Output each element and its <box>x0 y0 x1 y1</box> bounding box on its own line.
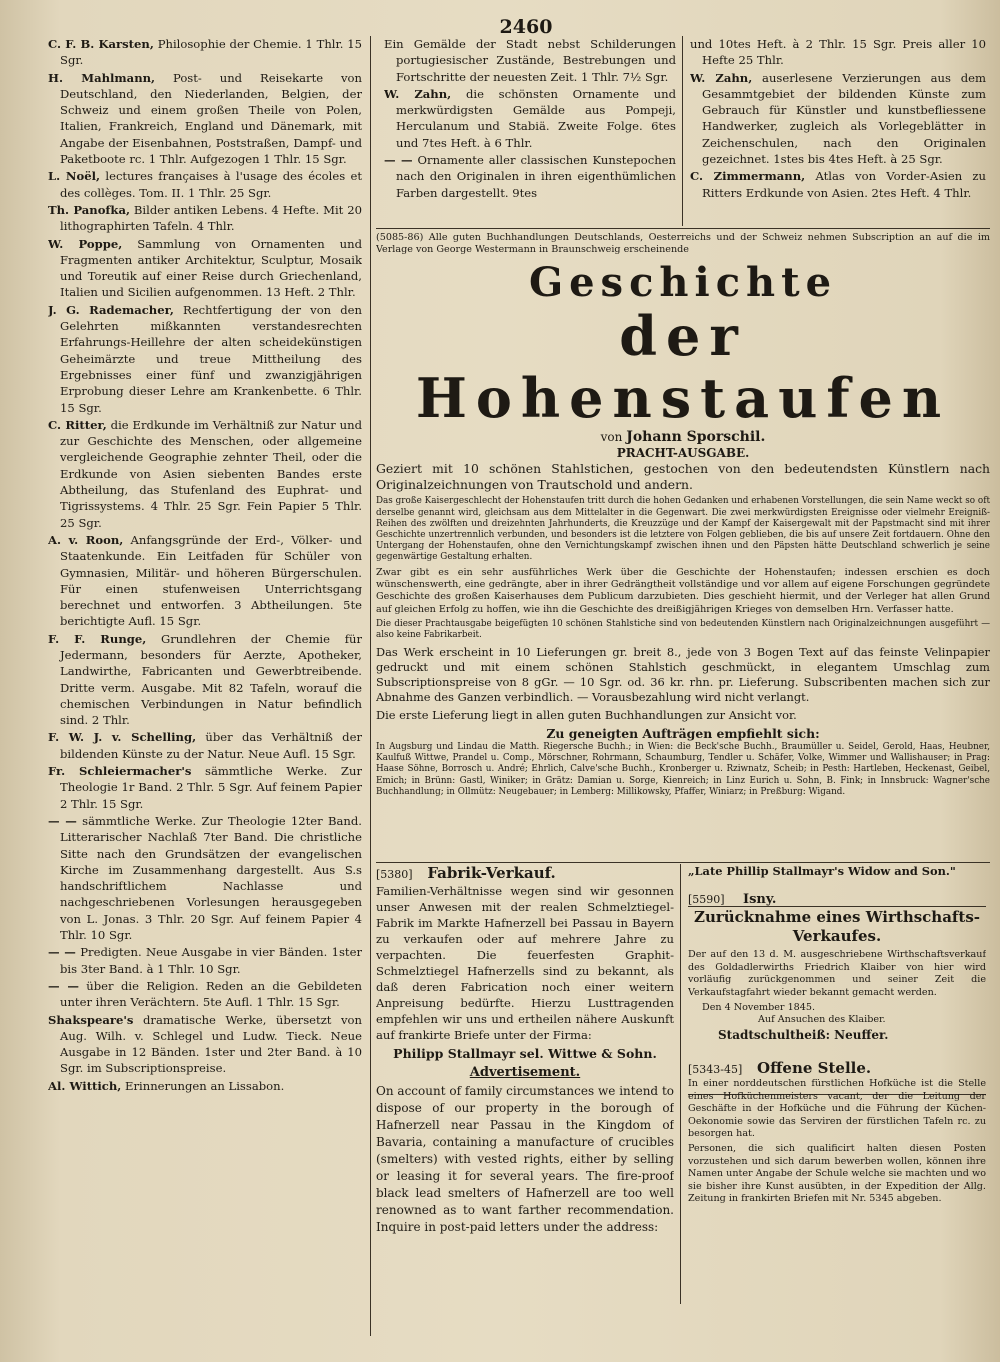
left-list-entry <box>48 978 362 1011</box>
announcement-intro: Alle guten Buchhandlungen Deutschlands, Oesterreichs und der Schweiz nehmen Subscription an auf die im Verlage von George Westermann in Braunschweig erscheinende <box>376 232 990 256</box>
left-list-entry <box>48 763 362 812</box>
stelle-ref: [5343-45] <box>688 1063 743 1077</box>
left-list-entry-author: Al. Wittich, <box>48 1078 122 1093</box>
left-list-entry <box>48 202 362 235</box>
left-list-entry-author: C. F. B. Karsten, <box>48 37 154 51</box>
advertisement-title: Advertisement. <box>469 1064 581 1080</box>
fabrik-firm: Philipp Stallmayr sel. Wittwe & Sohn. <box>393 1046 657 1062</box>
stelle-text-2: Personen, die sich qualificirt halten diesen Posten vorzustehen und sich darum bewerben wollen, können ihre Namen unter Angabe der Schule welche sie machten und wo sie bisher ihre Kunst ausübten, in der Expedition der Allg. Zeitung in frankirten Briefen mit Nr. 5345 abgeben. <box>688 1143 986 1204</box>
right-list-entry <box>690 36 986 69</box>
mid-list-entry-text: Ein Gemälde der Stadt nebst Schilderungen portugiesischer Zustände, Bestrebungen und Fortschritte der neuesten Zeit. 1 Thlr. 7½ Sgr. <box>384 37 676 84</box>
left-list-entry <box>48 813 362 943</box>
announcement-paragraph-5: Die erste Lieferung liegt in allen guten Buchhandlungen zur Ansicht vor. <box>376 707 797 722</box>
column-rule-top-mid <box>682 36 683 226</box>
left-list-entry-author: C. Ritter, <box>48 417 107 432</box>
hohenstaufen-announcement <box>376 232 990 860</box>
announcement-title-line1: Geschichte <box>528 258 838 306</box>
mid-list-entry-text: Ornamente aller classischen Kunstepochen nach den Originalen in ihren eigenthümlichen Farben dargestellt. 9tes <box>396 153 676 200</box>
left-list-entry-text: Sammlung von Ornamenten und Fragmenten antiker Architektur, Sculptur, Mosaik und Toreutik auf einer Reise durch Griechenland, Italien und Sicilien aufgenommen. 13 Heft. 2 Thlr. <box>60 236 362 300</box>
left-list-entry-text: über die Religion. Reden an die Gebildeten unter ihren Verächtern. 5te Aufl. 1 Thlr. 15 Sgr. <box>60 978 362 1010</box>
stelle-title: Offene Stelle. <box>757 1059 872 1078</box>
isny-date: Den 4 November 1845. <box>702 1001 816 1013</box>
left-list-entry-text: Predigten. Neue Ausgabe in vier Bänden. 1ster bis 3ter Band. à 1 Thlr. 10 Sgr. <box>60 945 362 976</box>
isny-request: Auf Ansuchen des Klaiber. <box>758 1014 886 1026</box>
right-top-list <box>690 36 986 226</box>
page-number: 2460 <box>499 16 553 38</box>
left-list-entry-author: F. W. J. v. Schelling, <box>48 730 197 745</box>
right-list-entry-author: C. Zimmermann, <box>690 169 806 184</box>
left-list-entry-text: Philosophie der Chemie. 1 Thlr. 15 Sgr. <box>60 37 362 68</box>
left-list-entry-author: Th. Panofka, <box>48 202 130 217</box>
left-list-entry-author: F. F. Runge, <box>48 631 147 646</box>
rule-below-announcement <box>376 862 990 863</box>
mid-list-entry <box>384 36 676 85</box>
left-list-entry <box>48 168 362 201</box>
column-rule-bottom-mid <box>680 864 681 1304</box>
rule-above-announcement <box>376 228 990 229</box>
isny-title: Zurücknahme eines Wirthschafts-Verkaufes. <box>694 908 980 946</box>
right-bottom-ads <box>688 864 986 1304</box>
left-list-entry <box>48 302 362 416</box>
left-list-entry-text: sämmtliche Werke. Zur Theologie 1r Band. 2 Thlr. 5 Sgr. Auf feinem Papier 2 Thlr. 15 Sgr. <box>60 764 362 811</box>
left-list-entry <box>48 1012 362 1077</box>
left-list-entry <box>48 944 362 977</box>
left-list-entry-author: — — <box>48 945 76 960</box>
left-list-entry-text: über das Verhältniß der bildenden Künste zu der Natur. Neue Aufl. 15 Sgr. <box>60 730 362 761</box>
fabrik-verkauf-ad <box>376 864 674 1304</box>
left-list-entry-author: Fr. Schleiermacher's <box>48 764 192 779</box>
left-list-entry <box>48 631 362 729</box>
right-list-entry-author: W. Zahn, <box>690 70 753 85</box>
left-list-entry-text: lectures françaises à l'usage des écoles et des collèges. Tom. II. 1 Thlr. 25 Sgr. <box>60 169 362 200</box>
left-list-entry <box>48 729 362 762</box>
left-list-entry-author: L. Noël, <box>48 169 101 184</box>
left-list-entry-author: J. G. Rademacher, <box>48 302 174 317</box>
mid-list-entry-author: — — <box>384 153 413 168</box>
left-list-entry <box>48 532 362 630</box>
right-list-entry-text: auserlesene Verzierungen aus dem Gesammtgebiet der bildenden Künste zum Gebrauch für Künstler und kunstbefliessene Handwerker, zugleich als Vorlegeblätter in Zeichenschulen, nach den Originalen gezeichnet. 1stes bis 4tes Heft. à 25 Sgr. <box>702 70 986 167</box>
left-list-entry-author: — — <box>48 813 77 828</box>
illustration-note: Geziert mit 10 schönen Stahlstichen, gestochen von den bedeutendsten Künstlern nach Originalzeichnungen von Trautschold und andern. <box>376 461 990 493</box>
right-list-entry-text: Atlas von Vorder-Asien zu Ritters Erdkunde von Asien. 2tes Heft. 4 Thlr. <box>702 169 986 200</box>
isny-ref: [5590] <box>688 893 725 906</box>
left-list-entry-text: Anfangsgründe der Erd-, Völker- und Staatenkunde. Ein Leitfaden für Schüler von Gymnasien, Militär- und höheren Bürgerschulen. Für einen stufenweisen Unterrichtsgang berechnet und entworfen. 3 Abtheilungen. 5te berichtigte Aufl. 15 Sgr. <box>60 532 362 629</box>
left-list-entry <box>48 70 362 168</box>
right-list-entry <box>690 168 986 201</box>
left-list-entry-author: W. Poppe, <box>48 236 123 251</box>
mid-list-entry <box>384 152 676 201</box>
mid-list-entry-text: die schönsten Ornamente und merkwürdigsten Gemälde aus Pompeji, Herculanum und Stabiä. Zweite Folge. 6tes und 7tes Heft. à 6 Thlr. <box>396 86 676 150</box>
isny-place: Isny. <box>743 892 777 907</box>
left-list-entry-text: sämmtliche Werke. Zur Theologie 12ter Band. Litterarischer Nachlaß 7ter Band. Die christliche Sitte nach den Grundsätzen der evangelischen Kirche im Zusammenhang dargestellt. Aus S.s handschriftlichem Nachlasse und nachgeschriebenen Vorlesungen herausgegeben von L. Jonas. 3 Thlr. 20 Sgr. Auf feinem Papier 4 Thlr. 10 Sgr. <box>60 813 362 943</box>
isny-text: Der auf den 13 d. M. ausgeschriebene Wirthschaftsverkauf des Goldadlerwirths Friedrich Klaiber von hier wird vorläufig zurückgenommen und seiner Zeit die Verkaufstagfahrt wieder bekannt gemacht werden. <box>688 949 986 998</box>
column-rule-left <box>370 36 371 1336</box>
mid-list-entry-author: W. Zahn, <box>384 86 452 101</box>
mid-list-entry <box>384 86 676 151</box>
left-book-list <box>48 36 362 1348</box>
left-list-entry-text: Erinnerungen an Lissabon. <box>125 1078 285 1093</box>
right-list-entry <box>690 70 986 168</box>
left-list-entry <box>48 417 362 531</box>
left-list-entry <box>48 1078 362 1094</box>
right-list-entry-text: und 10tes Heft. à 2 Thlr. 15 Sgr. Preis aller 10 Hefte 25 Thlr. <box>690 37 986 68</box>
left-list-entry-author: — — <box>48 978 79 993</box>
fabrik-text: Familien-Verhältnisse wegen sind wir gesonnen unser Anwesen mit der realen Schmelztiegel-Fabrik im Markte Hafnerzell bei Passau in Bayern zu verkaufen oder auf mehrere Jahre zu verpachten. Die feuerfesten Graphit-Schmelztiegel Hafnerzells sind zu bekannt, als daß deren Fabrication noch einer weitern Anpreisung bedürfte. Hierzu Lusttragenden empfehlen wir uns und ertheilen nähere Auskunft auf frankirte Briefe unter der Firma: <box>376 884 674 1043</box>
author-prefix: von <box>600 429 623 444</box>
left-list-entry <box>48 36 362 69</box>
fabrik-ref: [5380] <box>376 868 413 881</box>
advertisement-text: On account of family circumstances we intend to dispose of our property in the borough of Hafnerzell near Passau in the Kingdom of Bavaria, containing a manufacture of crucibles (smelters) with vested rights, either by selling or leasing it for several years. The fire-proof black lead smelters of Hafnerzell are too well renowned as to want farther recommendation. Inquire in post-paid letters under the address: <box>376 1083 674 1234</box>
announcement-title-line2: der Hohenstaufen <box>415 303 951 430</box>
left-list-entry-author: Shakspeare's <box>48 1012 134 1027</box>
firm-english: „Late Phillip Stallmayr's Widow and Son." <box>688 864 956 878</box>
left-list-entry-text: Post- und Reisekarte von Deutschland, den Niederlanden, Belgien, der Schweiz und einem großen Theile von Polen, Italien, Frankreich, England und Dänemark, mit Angabe der Eisenbahnen, Poststraßen, Dampf- und Paketboote rc. 1 Thlr. Aufgezogen 1 Thlr. 15 Sgr. <box>60 70 362 167</box>
left-list-entry-author: H. Mahlmann, <box>48 70 156 85</box>
bookseller-list: In Augsburg und Lindau die Matth. Riegersche Buchh.; in Wien: die Beck'sche Buchh., Braumüller u. Seidel, Gerold, Haas, Heubner, Kaulfuß Wittwe, Prandel u. Comp., Mörschner, Rohrmann, Schaumburg, Tendler u. Schäfer, Volke, Wimmer und Wallishauser; in Prag: Haase Söhne, Borrosch u. André; Ehrlich, Calve'sche Buchh., Kronberger u. Rziwnatz, Scheib; in Pesth: Hartleben, Heckenast, Geibel, Emich; in Brünn: Gastl, Winiker; in Grätz: Damian u. Sorge, Kienreich; in Linz Eurich u. Sohn, B. Fink; in Innsbruck: Wagner'sche Buchhandlung; in Ollmütz: Neugebauer; in Lemberg: Millikowsky, Pfaffer, Winiarz; in Preßburg: Wigand. <box>376 741 990 797</box>
fabrik-title: Fabrik-Verkauf. <box>427 864 556 882</box>
announcement-paragraph-2: Zwar gibt es ein sehr ausführliches Werk über die Geschichte der Hohenstaufen; indessen erschien es doch wünschenswerth, eine gedrängte, aber in ihrer Gedrängtheit vollständige und vor allem auf eigene Forschungen gegründete Geschichte des großen Kaiserhauses dem Publicum darzubieten. Dies geschieht hiermit, und der Verleger hat allen Grund auf gleichen Erfolg zu hoffen, wie ihn die Geschichte des dreißigjährigen Krieges von demselben Hrn. Verfasser hatte. <box>376 566 990 615</box>
left-list-entry-text: die Erdkunde im Verhältniß zur Natur und zur Geschichte des Menschen, oder allgemeine vergleichende Geographie zehnter Theil, oder die Erdkunde von Asien siebenten Bandes erste Abtheilung, das Stufenland des Euphrat- und Tigrissystems. 4 Thlr. 25 Sgr. Fein Papier 5 Thlr. 25 Sgr. <box>60 417 362 530</box>
stelle-text-1: In einer norddeutschen fürstlichen Hofküche ist die Stelle eines Hofküchenmeisters vacant, der die Leitung der Geschäfte in der Hofküche und die Führung der Küchen-Oekonomie sowie das Serviren der fürstlichen Tafeln rc. zu besorgen hat. <box>688 1078 986 1139</box>
edition-label: PRACHT-AUSGABE. <box>616 446 750 461</box>
left-list-entry-text: Rechtfertigung der von den Gelehrten mißkannten verstandesrechten Erfahrungs-Heillehre der alten scheidekünstigen Geheimärzte und treue Mittheilung des Ergebnisses einer fünf und zwanzigjährigen Erprobung dieser Lehre am Krankenbette. 6 Thlr. 15 Sgr. <box>60 302 362 415</box>
left-list-entry <box>48 236 362 301</box>
recommend-line: Zu geneigten Aufträgen empfiehlt sich: <box>546 725 820 741</box>
left-list-entry-text: Grundlehren der Chemie für Jedermann, besonders für Aerzte, Apotheker, Landwirthe, Fabricanten und Gewerbtreibende. Dritte verm. Ausgabe. Mit 82 Tafeln, worauf die chemischen Verbindungen in Natur befindlich sind. 2 Thlr. <box>60 631 362 728</box>
author-name: Johann Sporschil. <box>626 428 766 445</box>
announcement-paragraph-4: Das Werk erscheint in 10 Lieferungen gr. breit 8., jede von 3 Bogen Text auf das feinste Velinpapier gedruckt und mit einem schönen Stahlstich geschmückt, in elegantem Umschlag zum Subscriptionspreise von 8 gGr. — 10 Sgr. od. 36 kr. rhn. pr. Lieferung. Subscribenten machen sich zur Abnahme des Ganzen verbindlich. — Vorausbezahlung wird nicht verlangt. <box>376 644 990 704</box>
mid-top-list <box>384 36 676 226</box>
isny-signature: Stadtschultheiß: Neuffer. <box>718 1027 889 1042</box>
announcement-paragraph-3: Die dieser Prachtausgabe beigefügten 10 schönen Stahlstiche sind von bedeutenden Künstlern nach Originalzeichnungen ausgeführt — also keine Fabrikarbeit. <box>376 619 990 641</box>
announcement-ref: (5085-86) <box>376 232 424 243</box>
announcement-paragraph-1: Das große Kaisergeschlecht der Hohenstaufen tritt durch die hohen Gedanken und erhabenen Vorstellungen, die sein Name weckt so oft derselbe genannt wird, gleichsam aus dem Mittelalter in die Gegenwart. Die zwei merkwürdigsten Ereignisse oder vielmehr Ereigniß-Reihen des zwölften und dreizehnten Jahrhunderts, die Kreuzzüge und der Kampf der Kaisergewalt mit der Papstmacht sind mit ihrer Geschichte unzertrennlich verbunden, und besonders ist die letztere von Folgen geblieben, die bis auf unsere Zeit fortdauern. Ohne den Untergang der Hohenstaufen, ohne den Vernichtungskampf zwischen ihnen und den Päpsten hätte Deutschland schwerlich je seine gegenwärtige Gestaltung erhalten. <box>376 496 990 563</box>
left-list-entry-author: A. v. Roon, <box>48 532 124 547</box>
left-list-entry-text: Bilder antiken Lebens. 4 Hefte. Mit 20 lithographirten Tafeln. 4 Thlr. <box>60 202 362 234</box>
left-list-entry-text: dramatische Werke, übersetzt von Aug. Wilh. v. Schlegel und Ludw. Tieck. Neue Ausgabe in 12 Bänden. 1ster und 2ter Band. à 10 Sgr. im Subscriptionspreise. <box>60 1012 362 1076</box>
